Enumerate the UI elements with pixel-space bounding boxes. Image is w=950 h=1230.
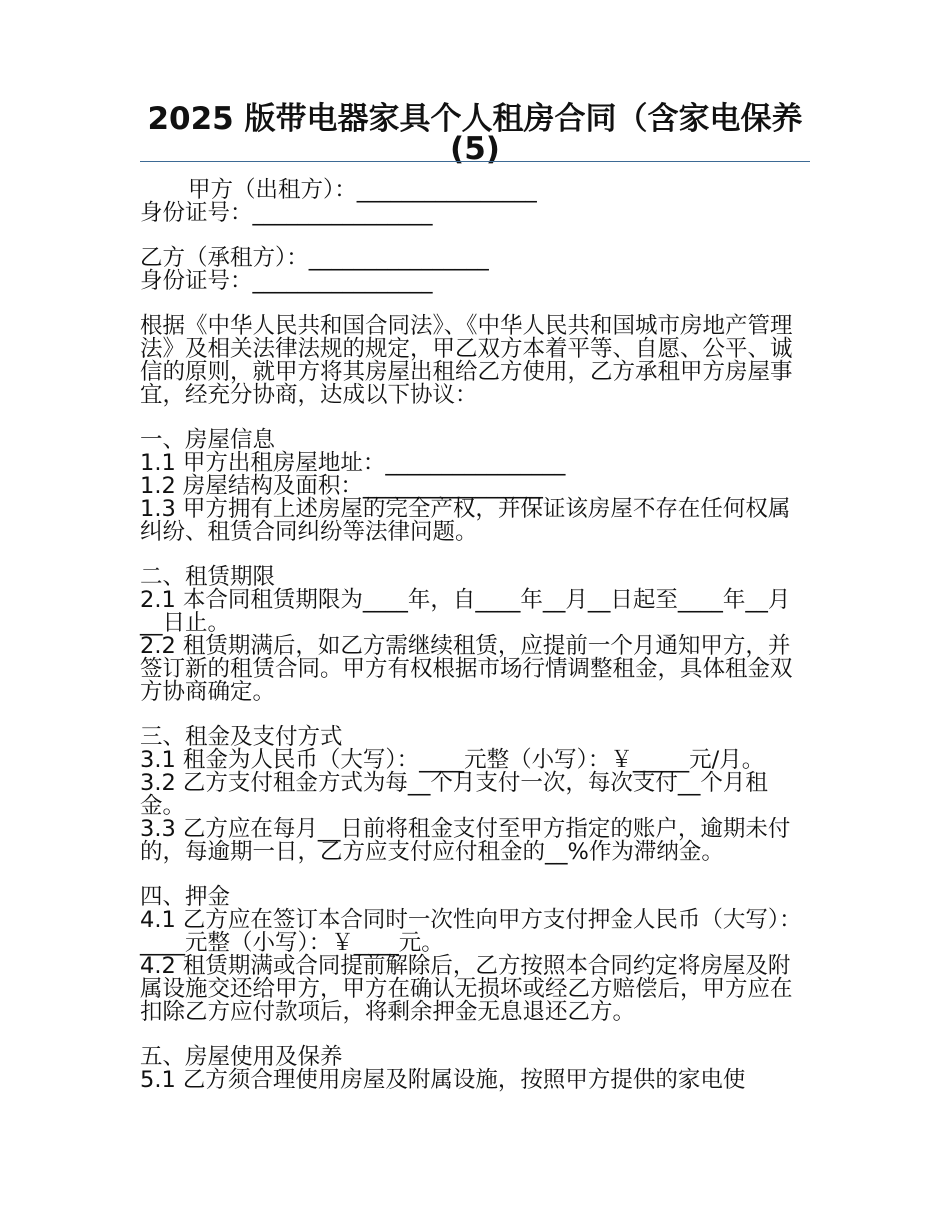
document-body	[140, 179, 810, 1092]
clause-1-2: 1.2 房屋结构及面积：________________	[140, 473, 543, 499]
clause-3-3: 3.3 乙方应在每月__日前将租金支付至甲方指定的账户，逾期未付的，每逾期一日，乙方应支付应付租金的__%作为滞纳金。	[140, 816, 791, 865]
spacer	[140, 1024, 810, 1046]
spacer	[140, 864, 810, 886]
preamble-paragraph: 根据《中华人民共和国合同法》、《中华人民共和国城市房地产管理法》及相关法律法规的规定，甲乙双方本着平等、自愿、公平、诚信的原则，就甲方将其房屋出租给乙方使用，乙方承租甲方房屋事宜，经充分协商，达成以下协议：	[140, 313, 793, 408]
clause-2-2: 2.2 租赁期满后，如乙方需继续租赁，应提前一个月通知甲方，并签订新的租赁合同。甲方有权根据市场行情调整租金，具体租金双方协商确定。	[140, 633, 793, 705]
party-a-line: 甲方（出租方）：________________	[188, 177, 537, 203]
section-heading-3: 三、租金及支付方式	[140, 724, 343, 750]
section-heading-1: 一、房屋信息	[140, 427, 276, 453]
spacer	[140, 225, 810, 247]
spacer	[140, 407, 810, 429]
clause-4-2: 4.2 租赁期满或合同提前解除后，乙方按照本合同约定将房屋及附属设施交还给甲方，甲方在确认无损坏或经乙方赔偿后，甲方应在扣除乙方应付款项后，将剩余押金无息退还乙方。	[140, 953, 793, 1025]
clause-5-1: 5.1 乙方须合理使用房屋及附属设施，按照甲方提供的家电使	[140, 1067, 746, 1093]
clause-3-2: 3.2 乙方支付租金方式为每__个月支付一次，每次支付__个月租金。	[140, 770, 768, 819]
spacer	[140, 293, 810, 315]
section-heading-2: 二、租赁期限	[140, 564, 276, 590]
clause-2-1: 2.1 本合同租赁期限为____年，自____年__月__日起至____年__月__日止。	[140, 587, 791, 636]
clause-3-1: 3.1 租金为人民币（大写）：____元整（小写）：￥_____元/月。	[140, 747, 765, 773]
document-title: 2025 版带电器家具个人租房合同（含家电保养(5)	[147, 101, 803, 167]
clause-1-3: 1.3 甲方拥有上述房屋的完全产权，并保证该房屋不存在任何权属纠纷、租赁合同纠纷等法律问题。	[140, 496, 791, 545]
party-a-id-line: 身份证号：________________	[140, 200, 433, 226]
clause-1-1: 1.1 甲方出租房屋地址：________________	[140, 450, 566, 476]
section-heading-4: 四、押金	[140, 884, 231, 910]
spacer	[140, 544, 810, 566]
spacer	[140, 704, 810, 726]
party-b-id-line: 身份证号：________________	[140, 268, 433, 294]
party-b-line: 乙方（承租方）：________________	[140, 245, 489, 271]
title-divider	[140, 161, 810, 162]
section-heading-5: 五、房屋使用及保养	[140, 1044, 343, 1070]
clause-4-1: 4.1 乙方应在签订本合同时一次性向甲方支付押金人民币（大写）：____元整（小写）：￥____元。	[140, 907, 802, 956]
